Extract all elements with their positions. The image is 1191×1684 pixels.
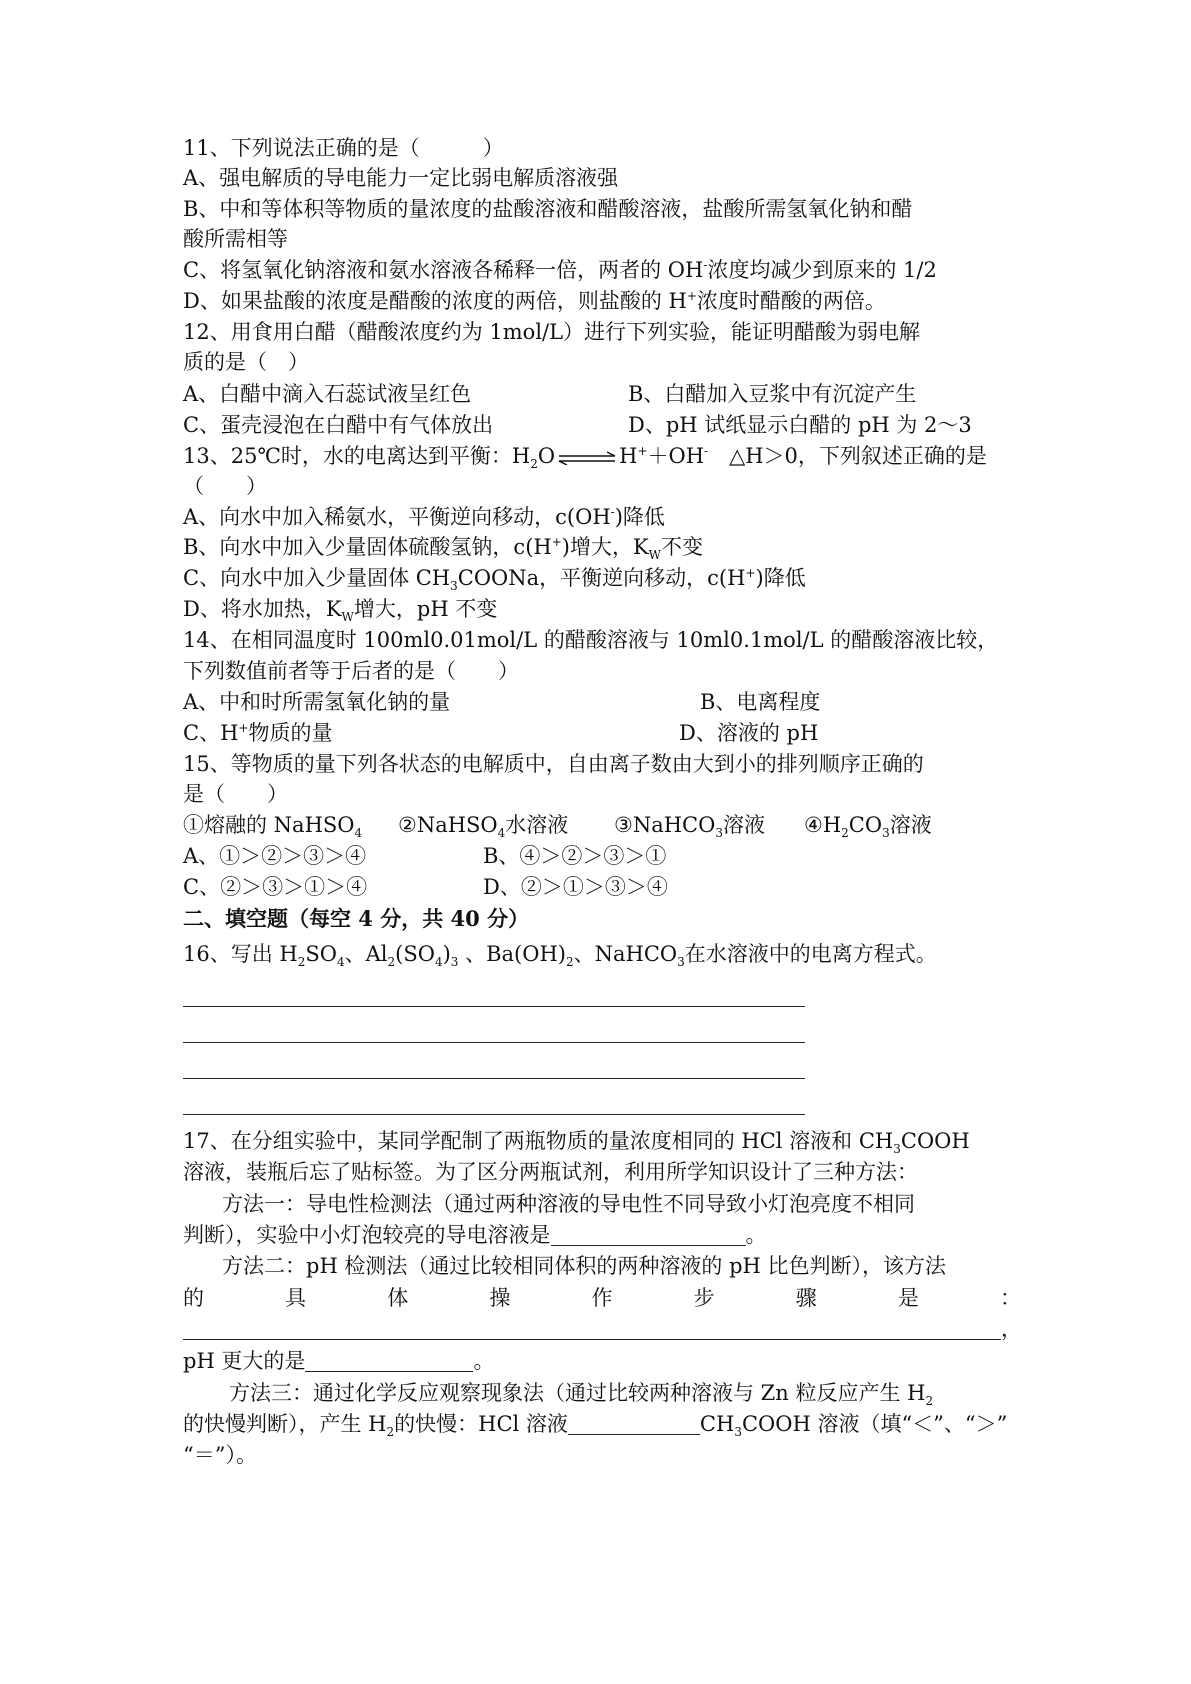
q17-method2-line3: ， — [183, 1314, 1022, 1344]
q14-option-a: A、中和时所需氢氧化钠的量 — [183, 690, 451, 714]
q17-blank-brighter-solution[interactable] — [551, 1223, 746, 1246]
q16-answer-line-3[interactable] — [183, 1078, 805, 1079]
q14-stem-line1: 14、在相同温度时 100ml0.01mol/L 的醋酸溶液与 10ml0.1mol/L 的醋酸溶液比较， — [183, 628, 999, 652]
q15-item-2: ②NaHSO$_4$水溶液 — [398, 813, 569, 841]
q15-item-3: ③NaHCO$_3$溶液 — [614, 813, 765, 841]
q15-option-a: A、①＞②＞③＞④ — [183, 844, 367, 868]
q16-stem: 16、写出 $H_2SO_4$、$Al_2(SO_4)_3$ 、$Ba(OH)_2$、NaHCO$_3$在水溶液中的电离方程式。 — [183, 942, 937, 970]
q13-option-b: B、向水中加入少量固体硫酸氢钠，c(H+)增大，$K_W$不变 — [183, 535, 703, 563]
q15-option-b: B、④＞②＞③＞① — [483, 844, 667, 868]
q17-method1-line1: 方法一：导电性检测法（通过两种溶液的导电性不同导致小灯泡亮度不相同 — [222, 1192, 915, 1216]
q13-option-a: A、向水中加入稀氨水，平衡逆向移动，c(OH-)降低 — [183, 505, 665, 529]
q14-option-c: C、H+物质的量 — [183, 721, 333, 745]
q17-method1-line2: 判断），实验中小灯泡较亮的导电溶液是 。 — [183, 1223, 767, 1247]
q13-option-d: D、将水加热，$K_W$增大，pH 不变 — [183, 597, 498, 625]
q11-option-b-line1: B、中和等体积等物质的量浓度的盐酸溶液和醋酸溶液，盐酸所需氢氧化钠和醋 — [183, 197, 913, 221]
q17-blank-operation-steps[interactable] — [183, 1317, 1001, 1340]
q17-method2-line1: 方法二：pH 检测法（通过比较相同体积的两种溶液的 pH 比色判断），该方法 — [222, 1254, 947, 1278]
q15-stem-line2: 是（ ） — [183, 782, 288, 806]
q16-answer-line-1[interactable] — [183, 1006, 805, 1007]
q12-option-a: A、白醋中滴入石蕊试液呈红色 — [183, 382, 472, 406]
q16-answer-line-2[interactable] — [183, 1042, 805, 1043]
q13-option-c: C、向水中加入少量固体 $CH_3COONa$，平衡逆向移动，c(H+)降低 — [183, 566, 806, 594]
q14-option-d: D、溶液的 pH — [679, 721, 819, 745]
q11-option-d: D、如果盐酸的浓度是醋酸的浓度的两倍，则盐酸的 H+浓度时醋酸的两倍。 — [183, 289, 886, 313]
q17-method2-line2: 的 具 体 操 作 步 骤 是 ： — [183, 1286, 1021, 1310]
q12-option-c: C、蛋壳浸泡在白醋中有气体放出 — [183, 413, 494, 437]
q12-option-b: B、白醋加入豆浆中有沉淀产生 — [628, 382, 917, 406]
q12-option-d: D、pH 试纸显示白醋的 pH 为 2～3 — [628, 413, 972, 437]
q15-item-1: ①熔融的 NaHSO$_4$ — [183, 813, 363, 841]
section-heading-fill-in: 二、填空题（每空 4 分，共 40 分） — [183, 906, 530, 931]
q13-stem-line1: 13、25℃时，水的电离达到平衡：$H_2O$ H+＋OH- △H＞0，下列叙述正确的是 — [183, 444, 987, 472]
q11-stem: 11、下列说法正确的是（ ） — [183, 136, 504, 160]
q15-option-c: C、②＞③＞①＞④ — [183, 875, 368, 899]
q11-option-c: C、将氢氧化钠溶液和氨水溶液各稀释一倍，两者的 OH-浓度均减少到原来的 1/2 — [183, 258, 937, 282]
q11-option-b-line2: 酸所需相等 — [183, 227, 288, 251]
q17-method2-line4: pH 更大的是 。 — [183, 1349, 495, 1373]
q17-method3-line2: 的快慢判断），产生 $H_2$的快慢：HCl 溶液 $CH_3COOH$ 溶液（填“＜”、“＞” — [183, 1412, 1008, 1440]
q17-blank-higher-ph[interactable] — [305, 1349, 473, 1372]
q15-item-4: $④H_2CO_3$溶液 — [804, 813, 932, 841]
q13-stem-line2: （ ） — [183, 474, 267, 498]
q11-option-a: A、强电解质的导电能力一定比弱电解质溶液强 — [183, 166, 619, 190]
q17-stem-line1: 17、在分组实验中，某同学配制了两瓶物质的量浓度相同的 HCl 溶液和 $CH_3COOH$ — [183, 1129, 970, 1157]
q17-blank-compare-rate[interactable] — [568, 1412, 700, 1435]
q17-method3-line3: “＝”）。 — [183, 1443, 257, 1467]
q14-stem-line2: 下列数值前者等于后者的是（ ） — [183, 659, 519, 683]
equilibrium-arrow-icon — [557, 451, 617, 465]
q15-option-d: D、②＞①＞③＞④ — [483, 875, 668, 899]
q12-stem-line2: 质的是（ ） — [183, 350, 309, 374]
q17-stem-line2: 溶液，装瓶后忘了贴标签。为了区分两瓶试剂，利用所学知识设计了三种方法： — [183, 1160, 918, 1184]
q16-answer-line-4[interactable] — [183, 1114, 805, 1115]
q12-stem-line1: 12、用食用白醋（醋酸浓度约为 1mol/L）进行下列实验，能证明醋酸为弱电解 — [183, 320, 921, 344]
q15-stem-line1: 15、等物质的量下列各状态的电解质中，自由离子数由大到小的排列顺序正确的 — [183, 752, 924, 776]
q14-option-b: B、电离程度 — [700, 690, 821, 714]
q17-method3-line1: 方法三：通过化学反应观察现象法（通过比较两种溶液与 Zn 粒反应产生 $H_2$ — [229, 1381, 934, 1409]
